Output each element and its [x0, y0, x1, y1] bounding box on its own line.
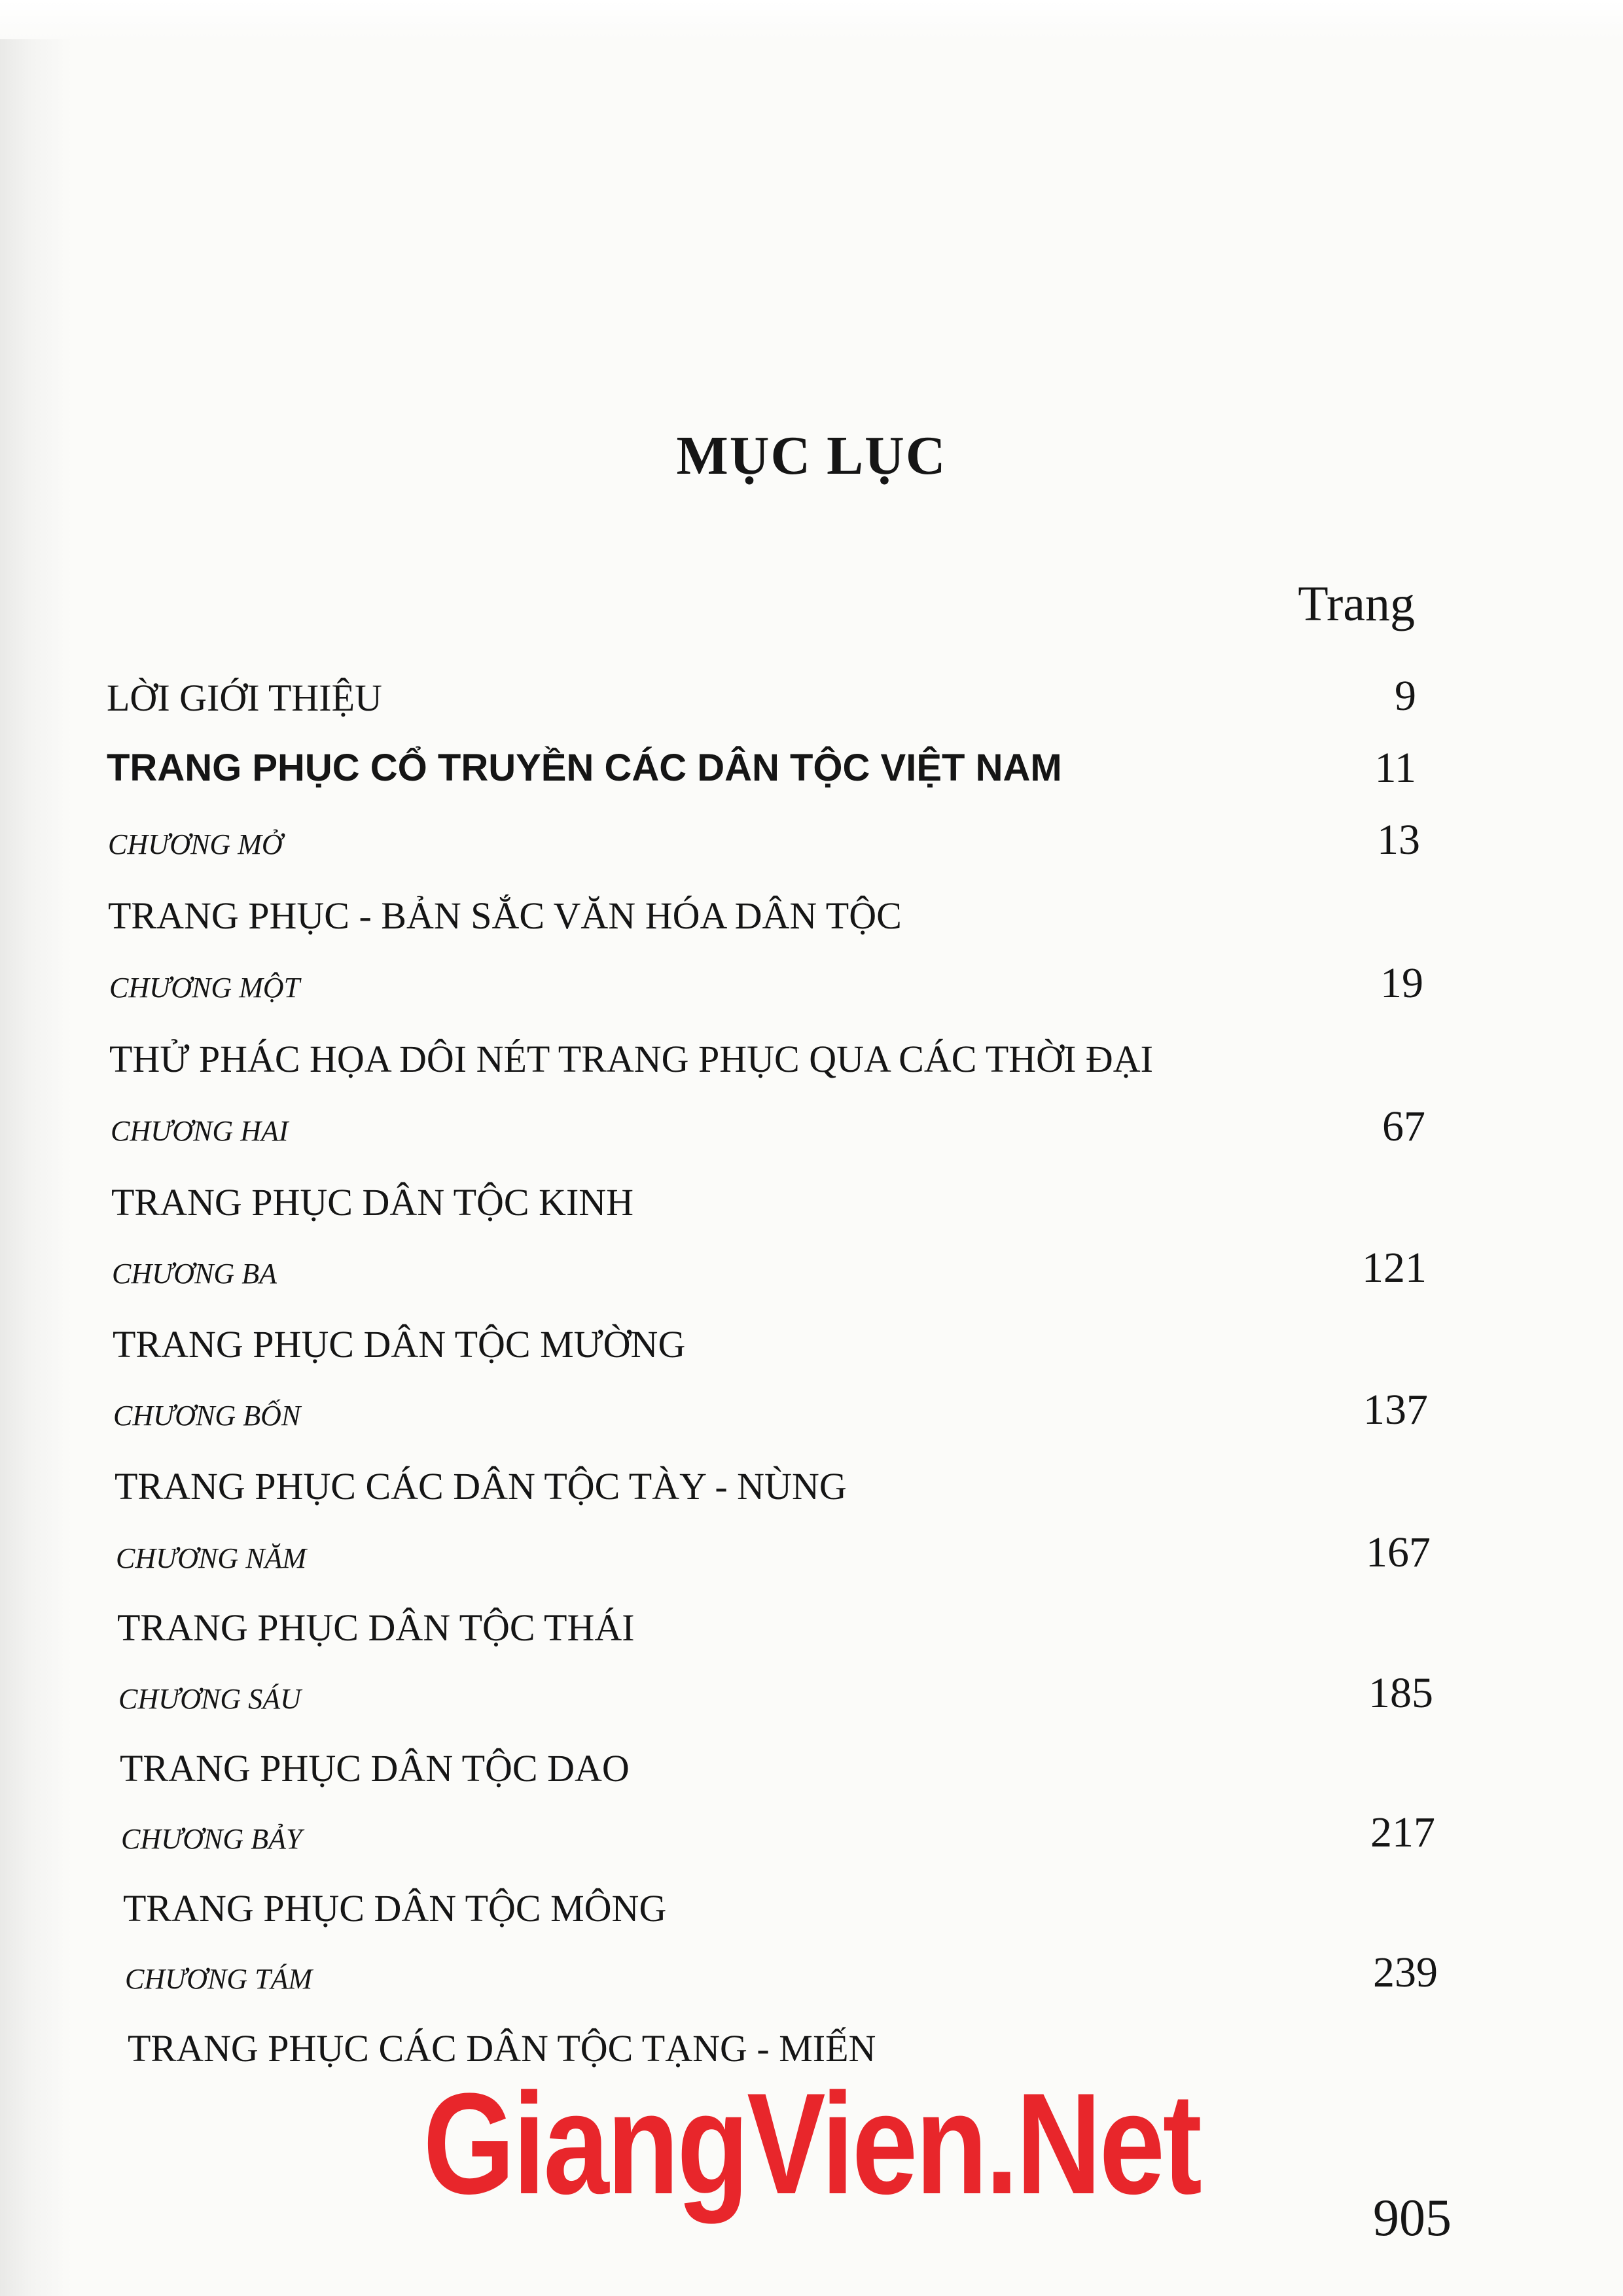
toc-chapter-label-bay: CHƯƠNG BẢY [121, 1823, 302, 1855]
toc-chapter-title-bay: TRANG PHỤC DÂN TỘC MÔNG [123, 1887, 667, 1930]
toc-chapter-title-hai: TRANG PHỤC DÂN TỘC KINH [111, 1181, 634, 1224]
toc-chapter-title-nam: TRANG PHỤC DÂN TỘC THÁI [117, 1606, 635, 1649]
toc-page-chapter-nam: 167 [1366, 1528, 1431, 1576]
toc-page-chapter-hai: 67 [1382, 1103, 1425, 1150]
page-number: 905 [1373, 2189, 1452, 2247]
page-column-label: Trang [1298, 576, 1415, 631]
toc-chapter-label-mot: CHƯƠNG MỘT [109, 972, 300, 1004]
toc-chapter-title-sau: TRANG PHỤC DÂN TỘC DAO [120, 1747, 630, 1790]
toc-chapter-title-tam: TRANG PHỤC CÁC DÂN TỘC TẠNG - MIẾN [128, 2027, 876, 2070]
watermark-logo: GiangVien.Net [423, 2063, 1200, 2224]
toc-chapter-label-ba: CHƯƠNG BA [112, 1258, 277, 1290]
toc-page-part-heading: 11 [1374, 744, 1416, 792]
toc-page-chapter-bay: 217 [1370, 1809, 1435, 1856]
toc-entry-part-heading: TRANG PHỤC CỔ TRUYỀN CÁC DÂN TỘC VIỆT NAM [107, 747, 1062, 789]
scan-top-strip [0, 0, 1623, 39]
toc-page-chapter-ba: 121 [1362, 1244, 1427, 1292]
toc-page-chapter-tam: 239 [1373, 1949, 1438, 1996]
toc-chapter-label-nam: CHƯƠNG NĂM [116, 1542, 307, 1574]
toc-chapter-label-sau: CHƯƠNG SÁU [118, 1683, 301, 1715]
toc-page-intro: 9 [1395, 672, 1416, 720]
toc-page-chapter-sau: 185 [1368, 1669, 1433, 1717]
page-title: MỤC LỤC [676, 425, 947, 486]
toc-page-chapter-bon: 137 [1363, 1386, 1428, 1434]
toc-chapter-title-mot: THỬ PHÁC HỌA DÔI NÉT TRANG PHỤC QUA CÁC THỜI ĐẠI [109, 1038, 1153, 1080]
toc-chapter-label-tam: CHƯƠNG TÁM [125, 1963, 313, 1995]
toc-chapter-title-bon: TRANG PHỤC CÁC DÂN TỘC TÀY - NÙNG [115, 1465, 847, 1508]
toc-chapter-label-bon: CHƯƠNG BỐN [113, 1400, 301, 1432]
toc-chapter-title-mo: TRANG PHỤC - BẢN SẮC VĂN HÓA DÂN TỘC [108, 894, 902, 937]
toc-chapter-label-mo: CHƯƠNG MỞ [108, 828, 283, 860]
toc-page-chapter-mo: 13 [1377, 816, 1420, 864]
toc-page-chapter-mot: 19 [1380, 959, 1423, 1007]
toc-chapter-title-ba: TRANG PHỤC DÂN TỘC MƯỜNG [113, 1323, 686, 1366]
scan-left-edge-shadow [0, 0, 72, 2296]
toc-chapter-label-hai: CHƯƠNG HAI [111, 1115, 289, 1147]
toc-entry-intro: LỜI GIỚI THIỆU [107, 677, 382, 719]
